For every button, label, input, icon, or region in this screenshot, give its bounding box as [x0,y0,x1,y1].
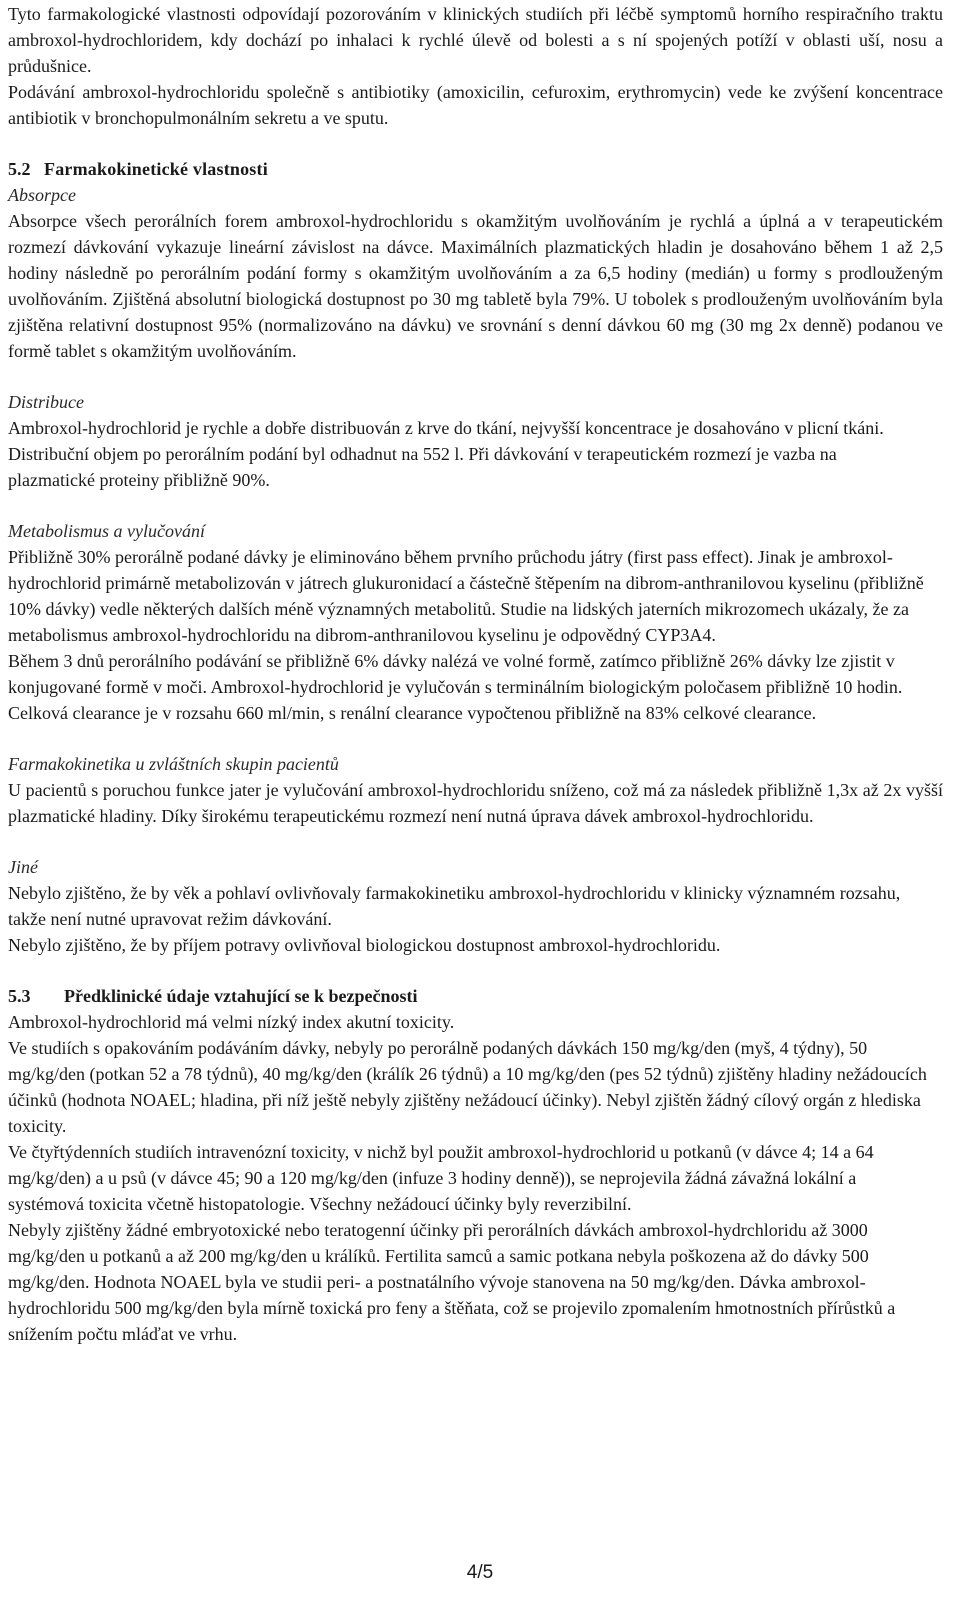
section-5-3-paragraph-4: Nebyly zjištěny žádné embryotoxické nebo teratogenní účinky při perorálních dávkách ambroxol-hydrchloridu až 3000 mg/kg/den u potkanů a až 200 mg/kg/den u králíků. Fertilita samců a samic potkana nebyla poškozena až do dávky 500 mg/kg/den. Hodnota NOAEL byla ve studii peri- a postnatálního vývoje stanovena na 50 mg/kg/den. Dávka ambroxol-hydrochloridu 500 mg/kg/den byla mírně toxická pro feny a štěňata, což se projevilo zpomalením hmotnostních přírůstků a snížením počtu mláďat ve vrhu. [8,1220,896,1344]
jine-text-1: Nebylo zjištěno, že by věk a pohlaví ovlivňovaly farmakokinetiku ambroxol-hydrochloridu v klinicky významném rozsahu, takže není nutné upravovat režim dávkování. [8,883,901,929]
jine-heading: Jiné [8,857,38,877]
section-5-3-heading [8,983,943,1009]
page-number: 4/5 [466,1562,494,1583]
intro-paragraph-2: Podávání ambroxol-hydrochloridu společně s antibiotiky (amoxicilin, cefuroxim, erythromycin) vede ke zvýšení koncentrace antibiotik v bronchopulmonálním sekretu a ve sputu. [8,82,943,128]
intro-paragraph-1: Tyto farmakologické vlastnosti odpovídají pozorováním v klinických studiích při léčbě symptomů horního respiračního traktu ambroxol-hydrochloridem, kdy dochází po inhalaci k rychlé úlevě od bolesti a s ní spojených potíží v oblasti uší, nosu a průdušnice. [8,4,943,76]
skupiny-text: U pacientů s poruchou funkce jater je vylučování ambroxol-hydrochloridu sníženo, což má za následek přibližně 1,3x až 2x vyšší plazmatické hladiny. Díky širokému terapeutickému rozmezí není nutná úprava dávek ambroxol-hydrochloridu. [8,780,943,826]
section-5-3-paragraph-3: Ve čtyřtýdenních studiích intravenózní toxicity, v nichž byl použit ambroxol-hydrochlorid u potkanů (v dávce 4; 14 a 64 mg/kg/den) a u psů (v dávce 45; 90 a 120 mg/kg/den (infuze 3 hodiny denně)), se neprojevila žádná závažná lokální a systémová toxicita včetně histopatologie. Všechny nežádoucí účinky byly reverzibilní. [8,1142,874,1214]
absorpce-text: Absorpce všech perorálních forem ambroxol-hydrochloridu s okamžitým uvolňováním je rychlá a úplná a v terapeutickém rozmezí dávkování vykazuje lineární závislost na dávce. Maximálních plazmatických hladin je dosahováno během 1 až 2,5 hodiny následně po perorálním podání formy s okamžitým uvolňováním a za 6,5 hodiny (medián) u formy s prodlouženým uvolňováním. Zjištěná absolutní biologická dostupnost po 30 mg tabletě byla 79%. U tobolek s prodlouženým uvolňováním byla zjištěna relativní dostupnost 95% (normalizováno na dávku) ve srovnání s denní dávkou 60 mg (30 mg 2x denně) podanou ve formě tablet s okamžitým uvolňováním. [8,211,943,361]
section-5-3-paragraph-1: Ambroxol-hydrochlorid má velmi nízký index akutní toxicity. [8,1012,455,1032]
section-5-2-heading [8,156,943,182]
jine-text-2: Nebylo zjištěno, že by příjem potravy ovlivňoval biologickou dostupnost ambroxol-hydrochloridu. [8,935,721,955]
distribuce-text: Ambroxol-hydrochlorid je rychle a dobře distribuován z krve do tkání, nejvyšší koncentrace je dosahováno v plicní tkáni. Distribuční objem po perorálním podání byl odhadnut na 552 l. Při dávkování v terapeutickém rozmezí je vazba na plazmatické proteiny přibližně 90%. [8,418,884,490]
section-5-2-title: Farmakokinetické vlastnosti [44,159,268,179]
section-5-3-number: 5.3 [8,986,31,1006]
absorpce-heading: Absorpce [8,185,76,205]
skupiny-heading: Farmakokinetika u zvláštních skupin pacientů [8,754,339,774]
section-5-2-number: 5.2 [8,159,31,179]
distribuce-heading: Distribuce [8,392,84,412]
section-5-3-title: Předklinické údaje vztahující se k bezpečnosti [64,986,418,1006]
section-5-3-paragraph-2: Ve studiích s opakováním podáváním dávky, nebyly po perorálně podaných dávkách 150 mg/kg/den (myš, 4 týdny), 50 mg/kg/den (potkan 52 a 78 týdnů), 40 mg/kg/den (králík 26 týdnů) a 10 mg/kg/den (pes 52 týdnů) zjištěny hladiny nežádoucích účinků (hodnota NOAEL; hladina, při níž ještě nebyly zjištěny nežádoucí účinky). Nebyl zjištěn žádný cílový orgán z hlediska toxicity. [8,1038,927,1136]
metabolismus-text-1: Přibližně 30% perorálně podané dávky je eliminováno během prvního průchodu játry (first pass effect). Jinak je ambroxol-hydrochlorid primárně metabolizován v játrech glukuronidací a částečně štěpením na dibrom-anthranilovou kyselinu (přibližně 10% dávky) vedle některých dalších méně významných metabolitů. Studie na lidských jaterních mikrozomech ukázaly, že za metabolismus ambroxol-hydrochloridu na dibrom-anthranilovou kyselinu je odpovědný CYP3A4. [8,547,924,645]
metabolismus-heading: Metabolismus a vylučování [8,521,205,541]
document-page [8,0,943,1347]
metabolismus-text-2: Během 3 dnů perorálního podávání se přibližně 6% dávky nalézá ve volné formě, zatímco přibližně 26% dávky lze zjistit v konjugované formě v moči. Ambroxol-hydrochlorid je vylučován s terminálním biologickým poločasem přibližně 10 hodin. Celková clearance je v rozsahu 660 ml/min, s renální clearance vypočtenou přibližně na 83% celkové clearance. [8,651,903,723]
